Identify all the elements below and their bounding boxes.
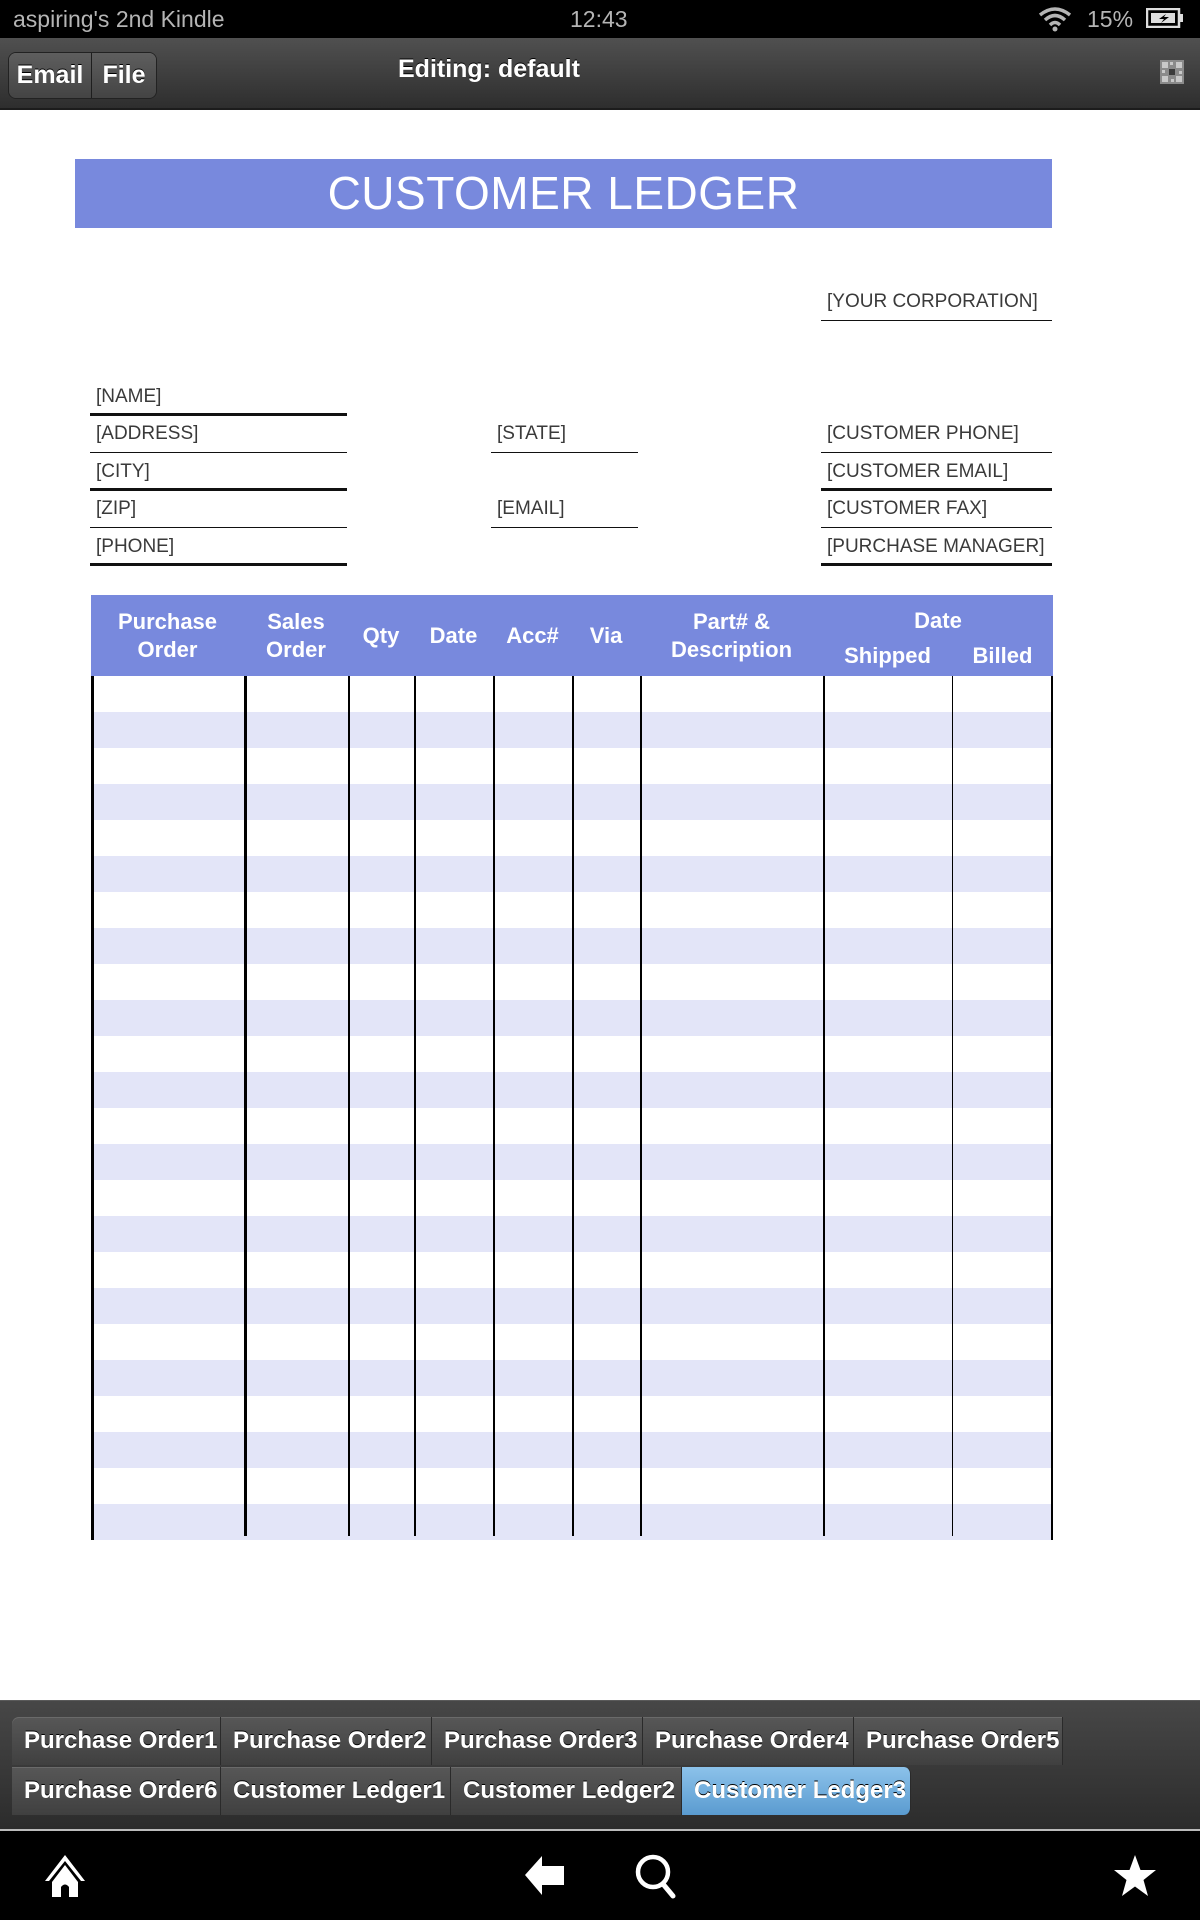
column-header-purchase-order: Purchase Order [117, 608, 218, 662]
purchase-manager-field[interactable]: [PURCHASE MANAGER] [821, 528, 1052, 566]
ledger-title: CUSTOMER LEDGER [75, 159, 1052, 228]
tab-customer-ledger1[interactable]: Customer Ledger1 [221, 1767, 451, 1815]
city-field[interactable]: [CITY] [90, 453, 347, 491]
qr-code-icon[interactable] [1160, 60, 1184, 84]
corporation-field[interactable]: [YOUR CORPORATION] [821, 283, 1052, 321]
column-header-date: Date [429, 622, 478, 648]
column-divider [493, 676, 495, 1536]
column-header-acc: Acc# [506, 622, 559, 648]
column-divider [823, 676, 825, 1536]
status-bar [0, 0, 1200, 38]
sheet-tab-bar [0, 1700, 1200, 1829]
column-divider [414, 676, 416, 1536]
tab-purchase-order2[interactable]: Purchase Order2 [221, 1717, 432, 1765]
tab-purchase-order4[interactable]: Purchase Order4 [643, 1717, 854, 1765]
column-header-billed: Billed [972, 642, 1033, 668]
column-header-part-description: Part# & Description [670, 608, 793, 662]
table-body [91, 676, 1053, 1540]
column-header-via: Via [589, 622, 623, 648]
clock: 12:43 [570, 6, 628, 32]
file-button[interactable]: File [92, 53, 156, 98]
column-divider [572, 676, 574, 1536]
name-field[interactable]: [NAME] [90, 378, 347, 416]
email-field[interactable]: [EMAIL] [491, 490, 638, 528]
zip-field[interactable]: [ZIP] [90, 490, 347, 528]
customer-email-field[interactable]: [CUSTOMER EMAIL] [821, 453, 1052, 491]
wifi-icon [1038, 6, 1072, 32]
document-editing-title: Editing: default [398, 55, 580, 83]
back-arrow-icon[interactable] [522, 1853, 568, 1899]
favorites-star-icon[interactable] [1112, 1853, 1158, 1899]
tab-customer-ledger3[interactable]: Customer Ledger3 [682, 1767, 911, 1815]
battery-percent: 15% [1087, 6, 1134, 32]
device-name: aspiring's 2nd Kindle [13, 6, 225, 32]
phone-field[interactable]: [PHONE] [90, 528, 347, 566]
ledger-table [91, 595, 1053, 1540]
tab-purchase-order5[interactable]: Purchase Order5 [854, 1717, 1063, 1765]
column-divider [348, 676, 350, 1536]
home-icon[interactable] [42, 1853, 88, 1899]
column-divider [952, 676, 953, 1536]
tab-purchase-order3[interactable]: Purchase Order3 [432, 1717, 643, 1765]
tab-customer-ledger2[interactable]: Customer Ledger2 [451, 1767, 682, 1815]
search-icon[interactable] [633, 1853, 679, 1899]
tab-purchase-order1[interactable]: Purchase Order1 [12, 1717, 221, 1765]
column-divider [640, 676, 642, 1536]
customer-fax-field[interactable]: [CUSTOMER FAX] [821, 490, 1052, 528]
table-header [91, 595, 1053, 676]
email-button[interactable]: Email [9, 53, 92, 98]
state-field[interactable]: [STATE] [491, 415, 638, 453]
system-nav-bar [0, 1829, 1200, 1920]
customer-phone-field[interactable]: [CUSTOMER PHONE] [821, 415, 1052, 453]
address-field[interactable]: [ADDRESS] [90, 415, 347, 453]
column-header-sales-order: Sales Order [266, 608, 326, 662]
column-header-qty: Qty [362, 622, 400, 648]
battery-charging-icon [1146, 8, 1184, 28]
email-file-button-group [8, 52, 157, 99]
column-header-shipped: Shipped [844, 642, 931, 668]
column-group-header-date: Date [914, 608, 962, 633]
tab-purchase-order6[interactable]: Purchase Order6 [12, 1767, 221, 1815]
column-divider [244, 676, 247, 1536]
toolbar [0, 38, 1200, 110]
